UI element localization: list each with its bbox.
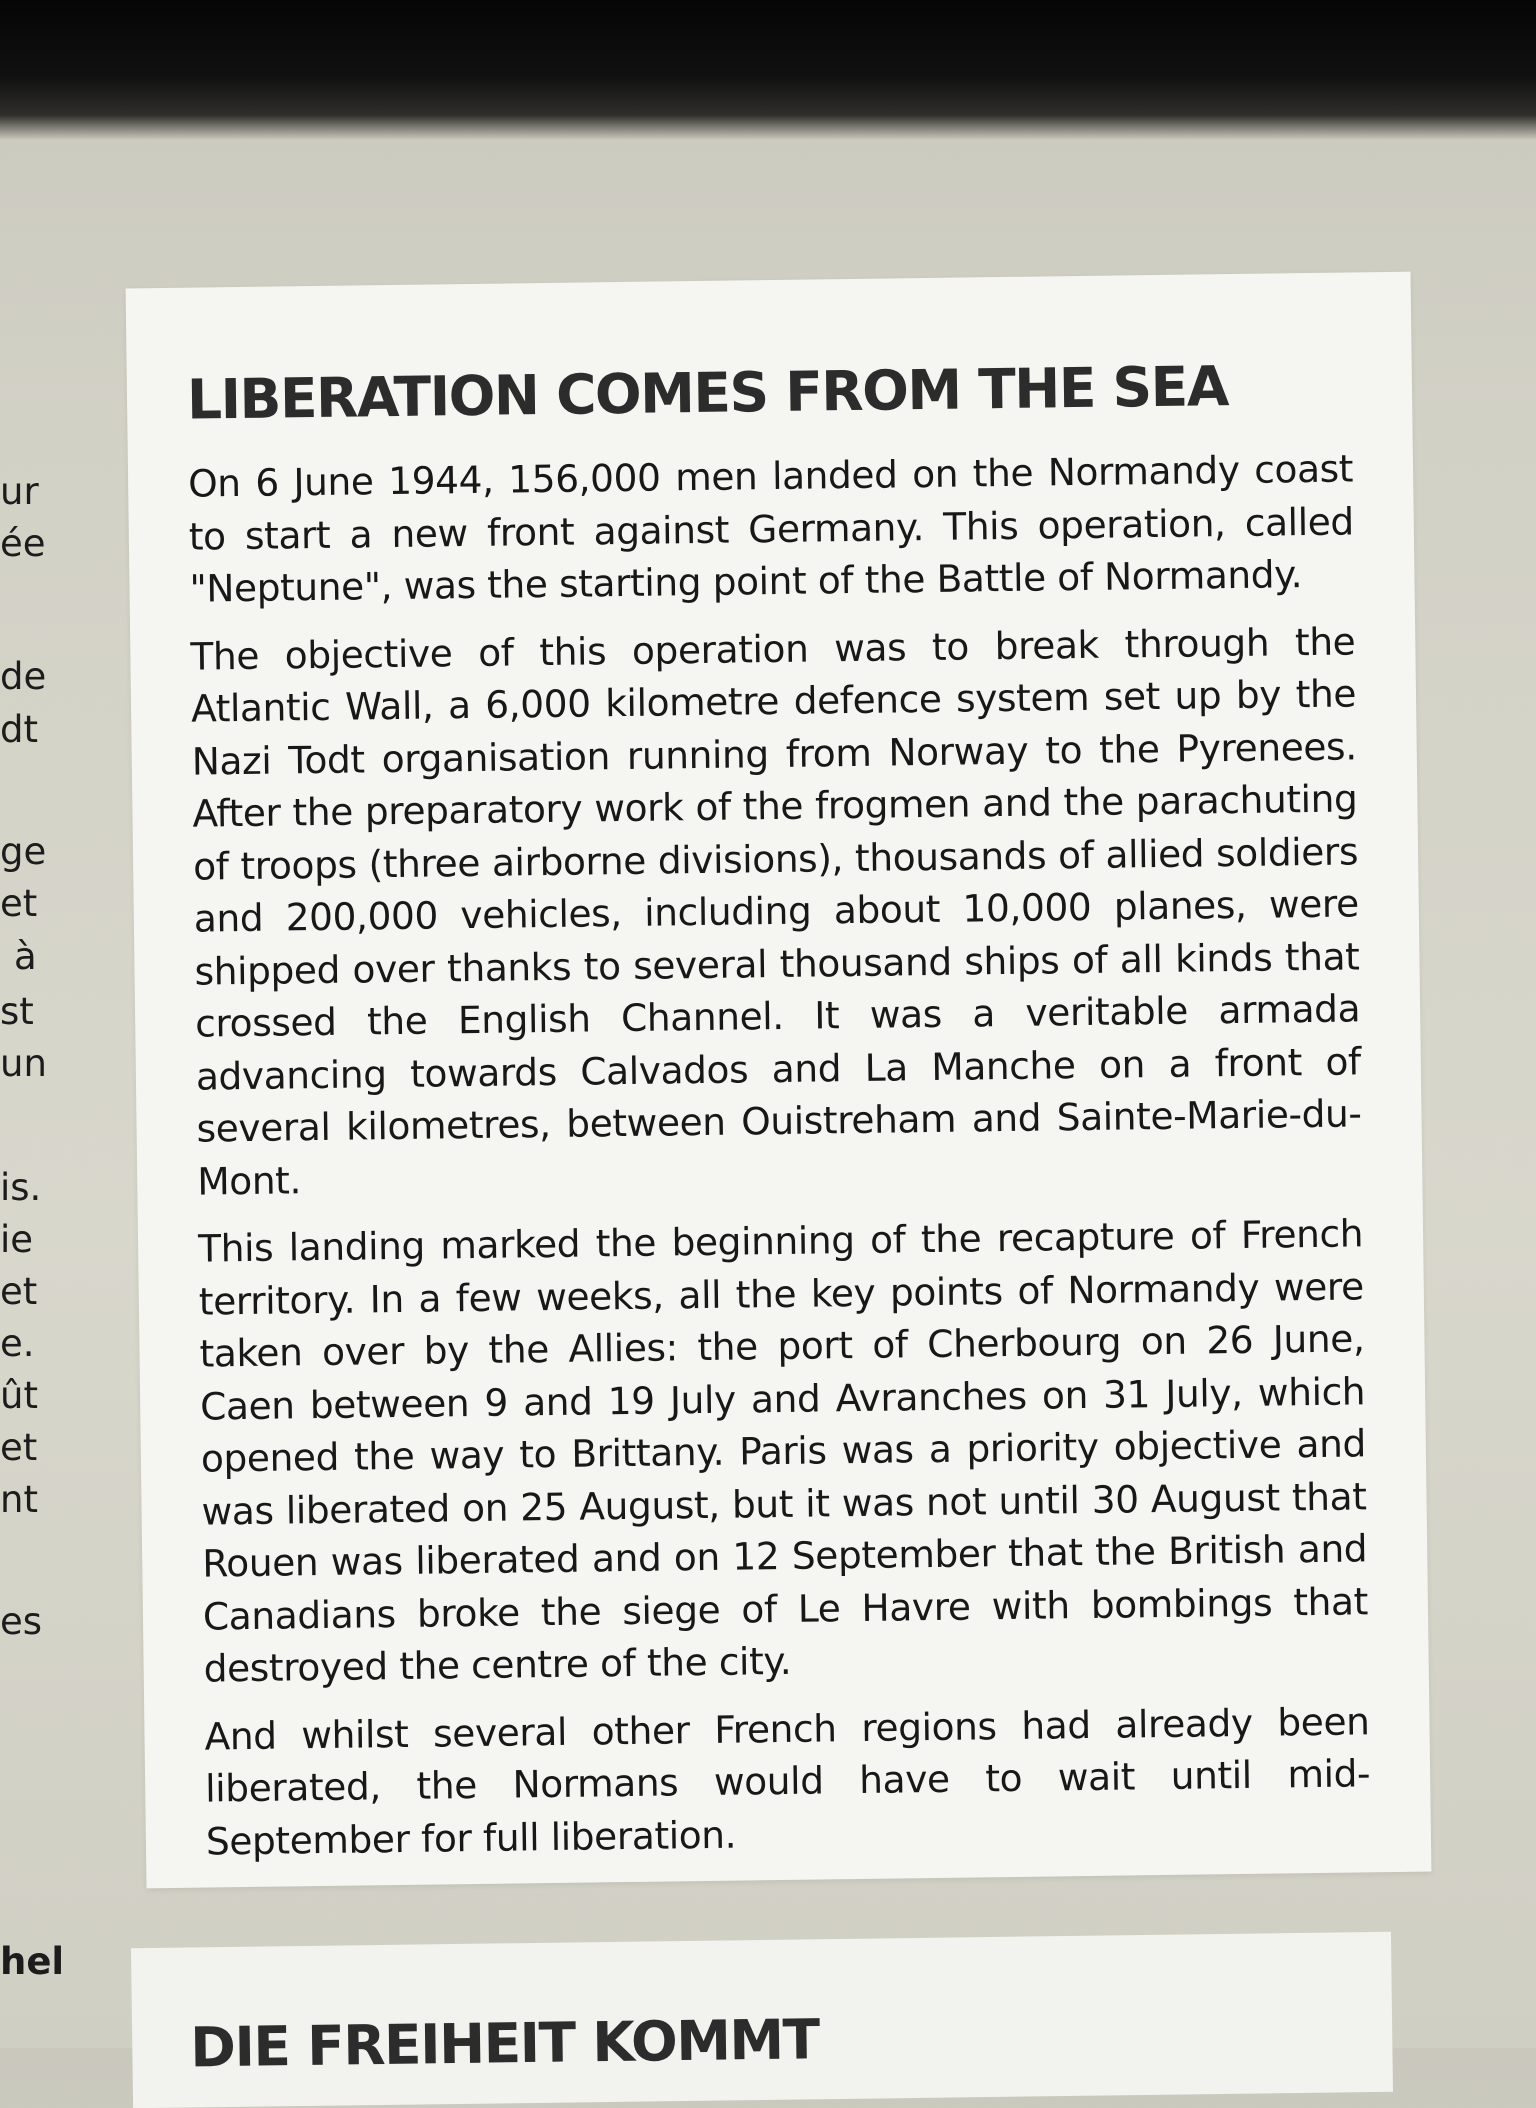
margin-fragment: st xyxy=(0,990,34,1033)
margin-fragment: et xyxy=(0,882,38,925)
margin-fragment: ie xyxy=(0,1218,34,1261)
margin-fragment: ût xyxy=(0,1374,38,1417)
margin-fragment: dt xyxy=(0,708,38,751)
next-info-panel xyxy=(131,1932,1393,2108)
margin-fragment: et xyxy=(0,1270,38,1313)
margin-fragment: à xyxy=(14,935,37,978)
margin-fragment: et xyxy=(0,1426,38,1469)
margin-fragment: de xyxy=(0,655,47,698)
panel-content xyxy=(186,342,1371,1882)
margin-fragment: e. xyxy=(0,1322,35,1365)
margin-fragment: ée xyxy=(0,522,46,565)
paragraph: The objective of this operation was to break through the Atlantic Wall, a 6,000 kilometre defence system set up by the Nazi Todt organisation running from Norway to the Pyrenees. After the preparatory work of the frogmen and the parachuting of troops (three airborne divisions), thousands of allied soldiers and 200,000 vehicles, including about 10,000 planes, were shipped over thanks to several thousand ships of all kinds that crossed the English Channel. It was a veritable armada advancing towards Calvados and La Manche on a front of several kilometres, between Ouistreham and Sainte-Marie-du-Mont. xyxy=(190,618,1362,1204)
paragraph: And whilst several other French regions had already been liberated, the Normans would have to wait until mid-September for full liberation. xyxy=(204,1698,1371,1864)
paragraph: This landing marked the beginning of the recapture of French territory. In a few weeks, all the key points of Normandy were taken over by the Allies: the port of Cherbourg on 26 June, Caen between 9 and 19 July and Avranches on 31 July, which opened the way to Brittany. Paris was a priority objective and was liberated on 25 August, but it was not until 30 August that Rouen was liberated and on 12 September that the British and Canadians broke the siege of Le Havre with bombings that destroyed the centre of the city. xyxy=(197,1211,1369,1691)
margin-fragment: hel xyxy=(0,1940,65,1983)
margin-fragment: es xyxy=(0,1600,43,1643)
margin-fragment: nt xyxy=(0,1478,38,1521)
top-dark-edge xyxy=(0,0,1536,140)
next-panel-title: DIE FREIHEIT KOMMT xyxy=(189,2007,820,2080)
margin-fragment: un xyxy=(0,1042,47,1085)
margin-fragment: ge xyxy=(0,830,47,873)
margin-fragment: ur xyxy=(0,470,39,513)
left-panel-edge-text xyxy=(0,470,70,2010)
margin-fragment: is. xyxy=(0,1166,42,1209)
panel-title: LIBERATION COMES FROM THE SEA xyxy=(186,354,1229,432)
info-panel xyxy=(126,272,1432,1889)
paragraph: On 6 June 1944, 156,000 men landed on the Normandy coast to start a new front against Germany. This operation, called "Neptune", was the starting point of the Battle of Normandy. xyxy=(187,446,1355,611)
